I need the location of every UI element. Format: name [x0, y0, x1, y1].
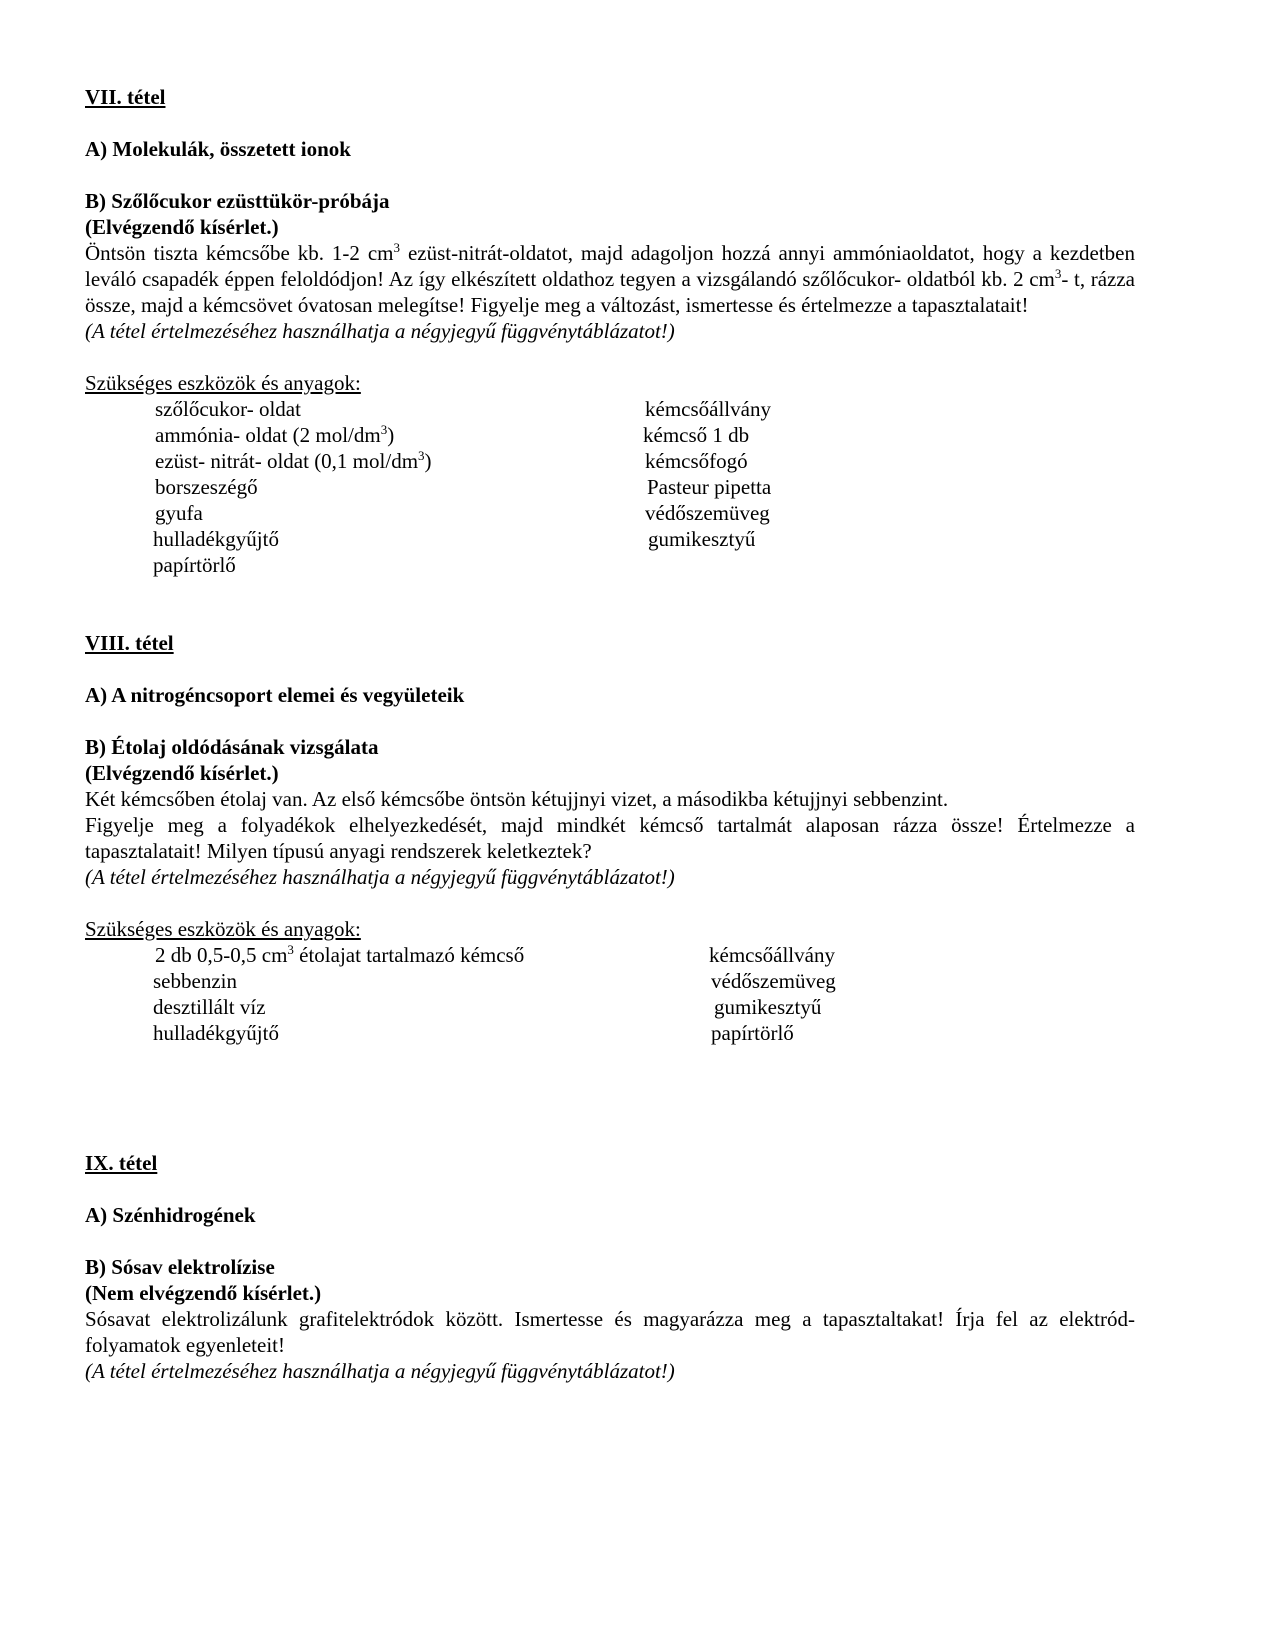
req-item: borszeszégő: [155, 475, 258, 499]
req-item: hulladékgyűjtő: [153, 527, 279, 551]
experiment-description: Sósavat elektrolizálunk grafitelektródok között. Ismertesse és magyarázza meg a tapasztaltakat! Írja fel az elektród-folyamatok egyenleteit!: [85, 1307, 1135, 1357]
topic-b: B) Étolaj oldódásának vizsgálata: [85, 735, 379, 759]
req-item: gyufa: [155, 501, 203, 525]
req-item: kémcsőállvány: [645, 397, 771, 421]
document-page: [85, 84, 1135, 1384]
req-item: papírtörlő: [153, 553, 236, 577]
topic-b: B) Sósav elektrolízise: [85, 1255, 275, 1279]
table-note: (A tétel értelmezéséhez használhatja a négyjegyű függvénytáblázatot!): [85, 319, 675, 343]
experiment-description: Két kémcsőben étolaj van. Az első kémcsőbe öntsön kétujjnyi vizet, a másodikba kétujjnyi sebbenzint.: [85, 787, 949, 811]
req-item: gumikesztyű: [648, 527, 756, 551]
section-title: VII. tétel: [85, 85, 166, 109]
req-item: 2 db 0,5-0,5 $cm^3$ étolajat tartalmazó kémcső: [155, 942, 525, 967]
experiment-type: (Elvégzendő kísérlet.): [85, 761, 279, 785]
req-item: ammónia- oldat (2 mol/$dm^3$): [155, 422, 395, 447]
req-item: papírtörlő: [711, 1021, 794, 1045]
topic-a: A) Szénhidrogének: [85, 1203, 256, 1227]
topic-a: A) A nitrogéncsoport elemei és vegyületeik: [85, 683, 465, 707]
req-item: hulladékgyűjtő: [153, 1021, 279, 1045]
requirements-label: Szükséges eszközök és anyagok:: [85, 917, 361, 941]
table-note: (A tétel értelmezéséhez használhatja a négyjegyű függvénytáblázatot!): [85, 865, 675, 889]
req-item: ezüst- nitrát- oldat (0,1 mol/$dm^3$): [155, 448, 432, 473]
section-viii: [85, 630, 1135, 1046]
req-item: desztillált víz: [153, 995, 266, 1019]
section-vii: [85, 84, 1135, 578]
req-item: kémcső 1 db: [643, 423, 750, 447]
req-item: sebbenzin: [153, 969, 237, 993]
requirements-list: [85, 942, 1135, 1046]
topic-a: A) Molekulák, összetett ionok: [85, 137, 351, 161]
req-item: védőszemüveg: [645, 501, 770, 525]
experiment-description-2: Figyelje meg a folyadékok elhelyezkedését, majd mindkét kémcső tartalmát alaposan rázza össze! Értelmezze a tapasztalatait! Milyen típusú anyagi rendszerek keletkeztek?: [85, 813, 1135, 863]
experiment-type: (Nem elvégzendő kísérlet.): [85, 1281, 322, 1305]
section-title: VIII. tétel: [85, 631, 174, 655]
table-note: (A tétel értelmezéséhez használhatja a négyjegyű függvénytáblázatot!): [85, 1359, 675, 1383]
req-item: gumikesztyű: [714, 995, 822, 1019]
req-item: Pasteur pipetta: [647, 475, 772, 499]
experiment-type: (Elvégzendő kísérlet.): [85, 215, 279, 239]
requirements-list: [85, 396, 1135, 578]
requirements-label: Szükséges eszközök és anyagok:: [85, 371, 361, 395]
req-item: védőszemüveg: [711, 969, 836, 993]
section-title: IX. tétel: [85, 1151, 158, 1175]
topic-b: B) Szőlőcukor ezüsttükör-próbája: [85, 189, 390, 213]
req-item: kémcsőállvány: [709, 943, 835, 967]
experiment-description: Öntsön tiszta kémcsőbe kb. 1-2 $cm^3$ ezüst-nitrát-oldatot, majd adagoljon hozzá annyi ammóniaoldatot, hogy a kezdetben leváló csapadék éppen feloldódjon! Az így elkészített oldathoz tegyen a vizsgálandó szőlőcukor- oldatból kb. 2 $cm^3-$ t, rázza össze, majd a kémcsövet óvatosan melegítse! Figyelje meg a változást, ismertesse és értelmezze a tapasztalatait!: [85, 240, 1135, 317]
req-item: szőlőcukor- oldat: [155, 397, 301, 421]
req-item: kémcsőfogó: [645, 449, 748, 473]
section-ix: [85, 1150, 1135, 1384]
